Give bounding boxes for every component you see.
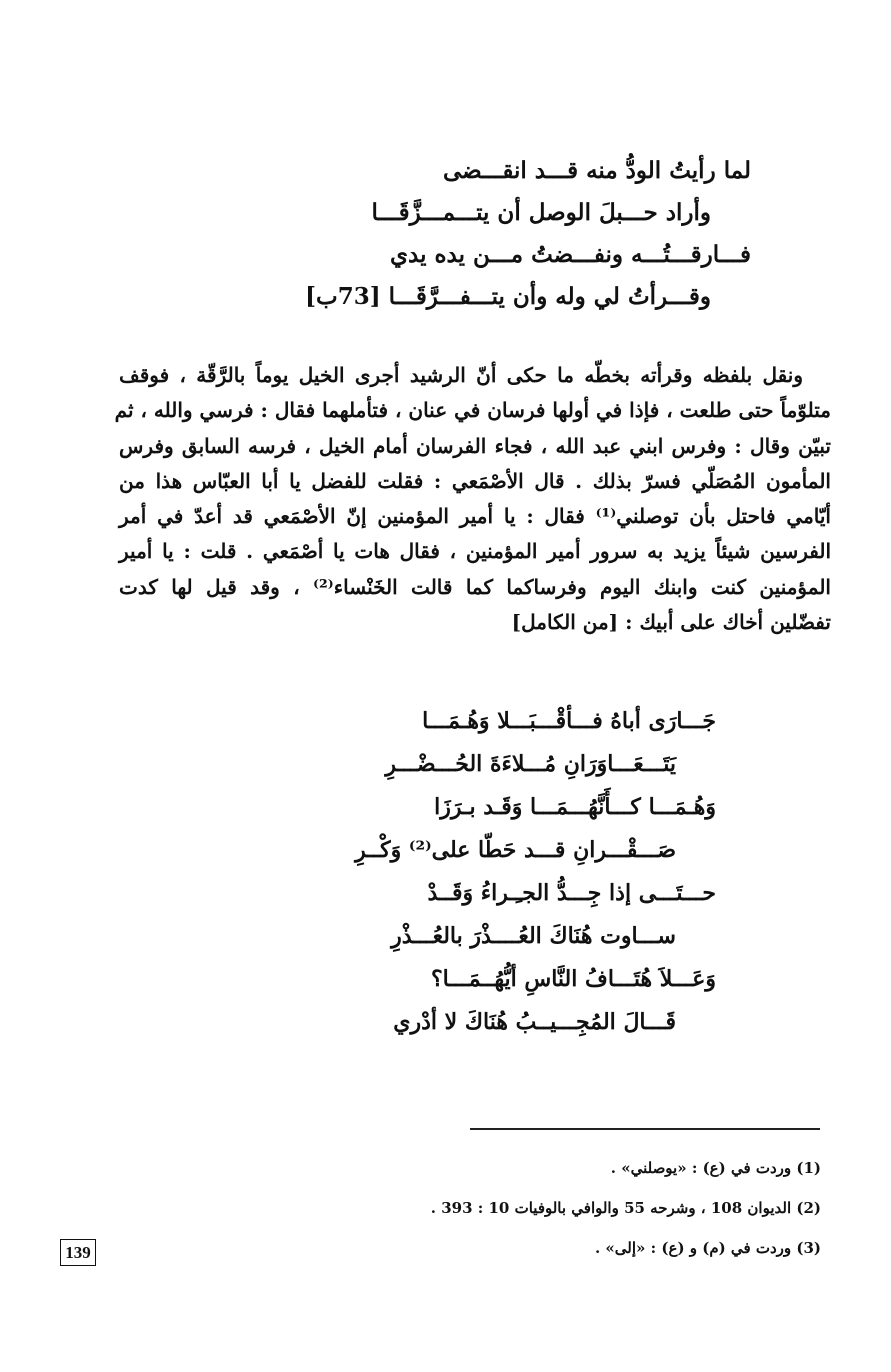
poem-verse: وقـــرأتُ لي وله وأن يتـــفـــرَّقَـــا [73ب] (305, 283, 711, 310)
prose-line: الفرسين شيئاً يزيد به سرور أمير المؤمنين ، فقال هات يا أصْمَعي . قلت : يا أمير (119, 539, 831, 564)
prose-line: متلوّماً حتى طلعت ، فإذا في أولها فرسان في عنان ، فتأملهما فقال : فرسي والله ، ثم (114, 398, 831, 423)
poem-verse: قَـــالَ المُجِـــيــبُ هُنَاكَ لا أدْري (393, 1009, 676, 1035)
prose-line: تفضّلين أخاك على أبيك : [من الكامل] (511, 610, 831, 635)
prose-paragraph (114, 358, 831, 640)
prose-line: المؤمنين كنت وابنك اليوم وفرساكما كما قالت الخَنْساء⁽²⁾ ، وقد قيل لها كدت (119, 574, 831, 599)
footnote: (3) وردت في (م) و (ع) : «إلى» . (594, 1239, 821, 1257)
footnote: (1) وردت في (ع) : «يوصلني» . (610, 1159, 821, 1177)
poem-verse: ســـاوت هُنَاكَ العُــــذْرَ بالعُـــذْرِ (391, 923, 676, 949)
poem-verse: فـــارقـــتُـــه ونفـــضتُ مـــن يده يدي (390, 241, 751, 268)
prose-line: المأمون المُصَلّي فسرّ بذلك . قال الأصْمَعي : فقلت للفضل يا أبا العبّاس هذا من (119, 468, 831, 493)
page-number: 139 (60, 1239, 96, 1266)
poem-verse: حـــتَـــى إذا جِـــدُّ الجـِـراءُ وَقَــدْ (427, 880, 716, 906)
poem-verse: لما رأيتُ الودُّ منه قـــد انقـــضى (443, 157, 751, 184)
khansa-poem (236, 700, 716, 1044)
intro-poem (211, 150, 751, 318)
poem-verse: يَتَـــعَـــاوَرَانِ مُـــلاءَةَ الحُـــضْـــرِ (385, 751, 676, 777)
poem-verse: جَـــارَى أباهُ فـــأقْـــبَـــلا وَهُـمَـــا (422, 708, 716, 734)
poem-verse: صَـــقْـــرانِ قـــد حَطّا على⁽²⁾ وَكْــرِ (355, 837, 676, 863)
poem-verse: وأراد حـــبلَ الوصل أن يتـــمـــزَّقَـــا (371, 199, 711, 226)
poem-verse: وَعَـــلاَ هُتَـــافُ النَّاسِ أيُّهُــمَـــا؟ (431, 966, 716, 992)
poem-verse: وَهُـمَـــا كـــأَنَّهُـــمَـــا وَقَـد بـرَزَا (434, 794, 716, 820)
prose-line: تبيّن وقال : وفرس ابني عبد الله ، فجاء الفرسان أمام الخيل ، فرسه السابق وفرس (119, 433, 831, 458)
footnote: (2) الديوان 108 ، وشرحه 55 والوافي بالوفيات 10 : 393 . (430, 1199, 821, 1217)
footnote-divider (470, 1128, 820, 1130)
footnotes (261, 1148, 821, 1268)
prose-line: ونقل بلفظه وقرأته بخطّه ما حكى أنّ الرشيد أجرى الخيل يوماً بالرَّقّة ، فوقف (119, 363, 803, 387)
prose-line: أيّامي فاحتل بأن توصلني⁽¹⁾ فقال : يا أمير المؤمنين إنّ الأصْمَعي قد أعدّ في أمر (119, 504, 831, 529)
